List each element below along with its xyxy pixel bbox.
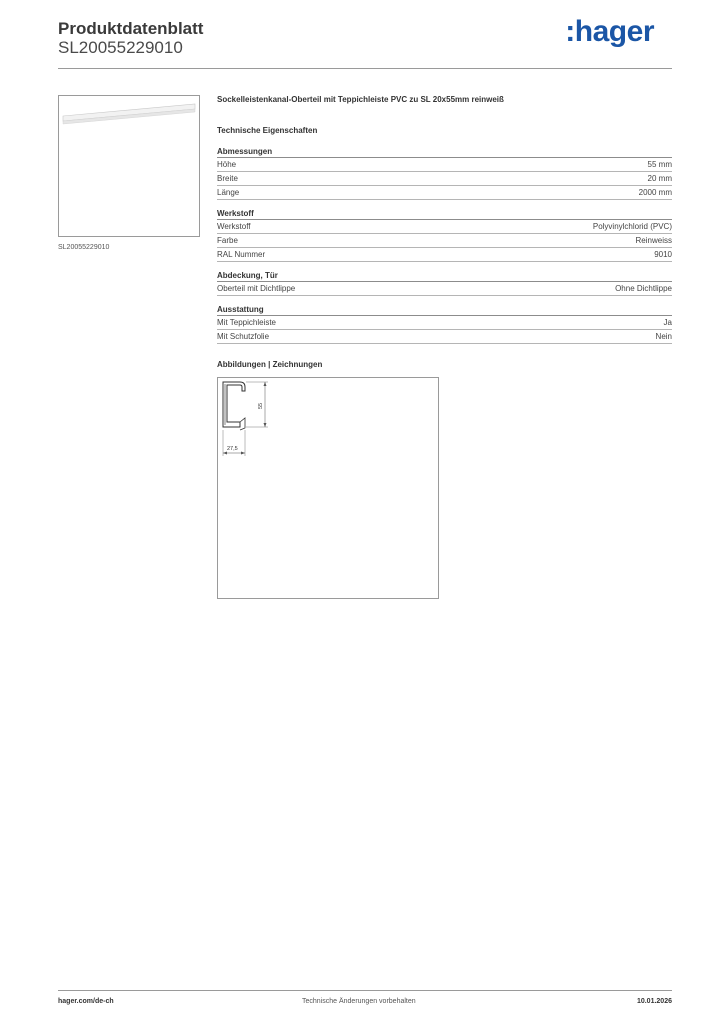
property-row (217, 248, 672, 262)
section-title: Technische Eigenschaften (217, 126, 318, 135)
property-value: 20 mm (647, 174, 672, 183)
page-title: Produktdatenblatt (58, 19, 204, 38)
property-row (217, 234, 672, 248)
group-ausstattung (217, 305, 672, 344)
hager-logo (565, 15, 654, 49)
header-divider (58, 68, 672, 69)
property-row (217, 316, 672, 330)
dim-height-label: 55 (258, 402, 264, 409)
property-value: Reinweiss (635, 236, 672, 245)
property-row (217, 220, 672, 234)
property-value: 2000 mm (638, 188, 672, 197)
property-value: 55 mm (647, 160, 672, 169)
product-details (217, 95, 672, 599)
group-title: Abdeckung, Tür (217, 271, 672, 282)
property-value: Ja (663, 318, 672, 327)
drawings-title: Abbildungen | Zeichnungen (217, 360, 323, 369)
group-abmessungen (217, 147, 672, 200)
property-label: Oberteil mit Dichtlippe (217, 284, 296, 293)
property-row (217, 186, 672, 200)
property-label: Länge (217, 188, 240, 197)
group-werkstoff (217, 209, 672, 262)
property-label: Farbe (217, 236, 238, 245)
property-label: Mit Schutzfolie (217, 332, 270, 341)
footer-website: hager.com/de-ch (58, 998, 114, 1005)
property-label: Werkstoff (217, 222, 251, 231)
group-title: Werkstoff (217, 209, 672, 220)
property-value: Nein (655, 332, 672, 341)
logo-dots-icon: : (565, 15, 575, 48)
group-abdeckung (217, 271, 672, 296)
group-title: Abmessungen (217, 147, 672, 158)
product-name: Sockelleistenkanal-Oberteil mit Teppichleiste PVC zu SL 20x55mm reinweiß (217, 95, 504, 104)
property-value: Polyvinylchlorid (PVC) (592, 222, 672, 231)
product-thumbnail (58, 95, 200, 237)
property-row (217, 282, 672, 296)
article-number: SL20055229010 (58, 38, 183, 57)
group-title: Ausstattung (217, 305, 672, 316)
footer-notice: Technische Änderungen vorbehalten (302, 998, 416, 1005)
technical-drawing (217, 377, 439, 599)
footer-divider (58, 990, 672, 991)
property-row (217, 330, 672, 344)
property-value: 9010 (654, 250, 672, 259)
profile-drawing-icon (218, 378, 438, 598)
dim-width-label: 27,5 (227, 446, 238, 452)
property-row (217, 158, 672, 172)
property-value: Ohne Dichtlippe (615, 284, 672, 293)
footer-date: 10.01.2026 (636, 998, 672, 1005)
property-label: Mit Teppichleiste (217, 318, 276, 327)
property-label: RAL Nummer (217, 250, 266, 259)
property-label: Höhe (217, 160, 237, 169)
property-label: Breite (217, 174, 238, 183)
property-row (217, 172, 672, 186)
logo-text: hager (574, 15, 654, 48)
product-image-icon (59, 96, 199, 236)
thumbnail-caption: SL20055229010 (58, 244, 110, 251)
